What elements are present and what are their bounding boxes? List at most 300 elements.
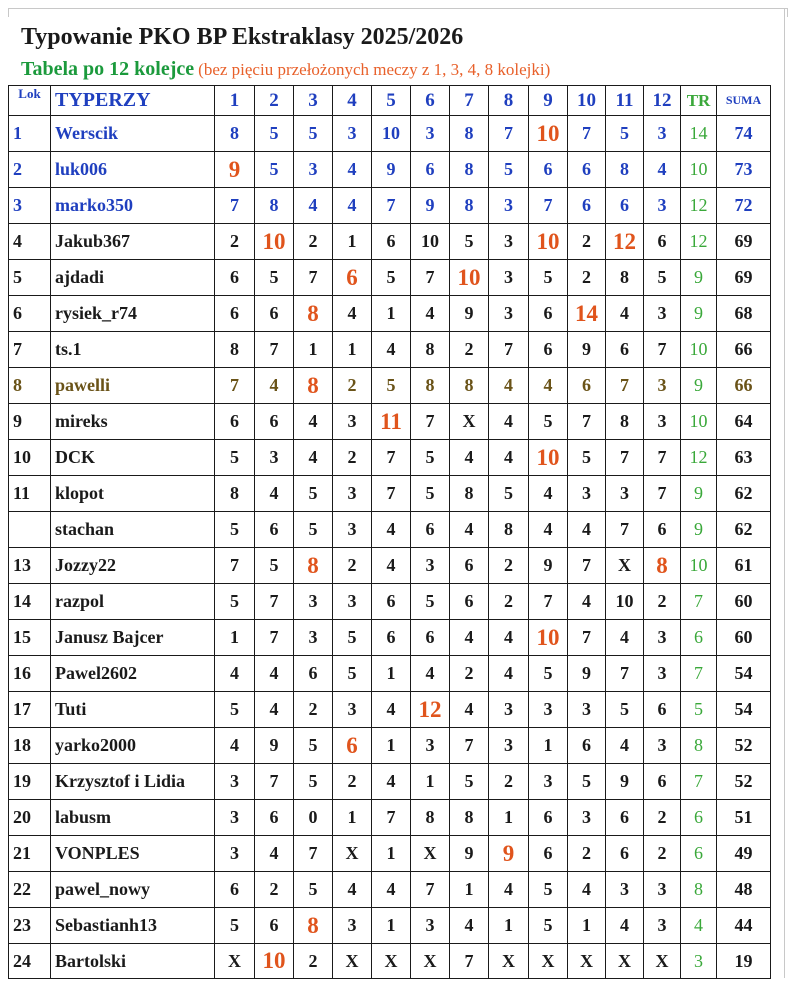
row-score-round-7: 8 (450, 116, 489, 152)
row-tr: 12 (681, 224, 717, 260)
row-score-round-12: 3 (644, 872, 681, 908)
row-score-round-6: 8 (411, 800, 450, 836)
row-tr: 10 (681, 152, 717, 188)
row-score-round-7: 6 (450, 548, 489, 584)
row-player-name: mireks (51, 404, 215, 440)
row-score-round-6: 4 (411, 656, 450, 692)
row-score-round-5: 6 (372, 584, 411, 620)
row-score-round-3: 6 (294, 656, 333, 692)
row-score-round-2: 6 (255, 512, 294, 548)
row-score-round-2: 5 (255, 260, 294, 296)
row-score-round-12: 7 (644, 332, 681, 368)
row-score-round-6: 3 (411, 116, 450, 152)
row-score-round-7: 4 (450, 440, 489, 476)
row-position: 4 (9, 224, 51, 260)
row-score-round-3: 2 (294, 944, 333, 979)
row-suma: 51 (717, 800, 771, 836)
row-score-round-4: 6 (333, 260, 372, 296)
header-tr: TR (681, 86, 717, 116)
row-score-round-11: 7 (606, 656, 644, 692)
row-score-round-5: 7 (372, 188, 411, 224)
row-score-round-1: 6 (215, 872, 255, 908)
row-score-round-1: X (215, 944, 255, 979)
row-score-round-9: 10 (529, 440, 568, 476)
row-score-round-12: 3 (644, 620, 681, 656)
row-score-round-10: 4 (568, 872, 606, 908)
row-score-round-8: 9 (489, 836, 529, 872)
row-score-round-8: 2 (489, 764, 529, 800)
row-score-round-2: 4 (255, 476, 294, 512)
row-score-round-3: 4 (294, 440, 333, 476)
table-row (9, 368, 771, 404)
row-score-round-12: 2 (644, 836, 681, 872)
row-score-round-7: 2 (450, 656, 489, 692)
row-player-name: klopot (51, 476, 215, 512)
row-score-round-3: 5 (294, 728, 333, 764)
row-score-round-9: 1 (529, 728, 568, 764)
row-score-round-7: 8 (450, 188, 489, 224)
row-tr: 10 (681, 332, 717, 368)
table-row (9, 188, 771, 224)
row-player-name: DCK (51, 440, 215, 476)
table-row (9, 584, 771, 620)
row-score-round-10: 1 (568, 908, 606, 944)
row-score-round-9: 3 (529, 764, 568, 800)
row-score-round-7: 9 (450, 836, 489, 872)
row-score-round-1: 8 (215, 476, 255, 512)
row-player-name: stachan (51, 512, 215, 548)
table-row (9, 944, 771, 979)
row-score-round-5: 6 (372, 620, 411, 656)
table-header-row (9, 86, 771, 116)
row-score-round-4: 1 (333, 332, 372, 368)
row-score-round-5: 4 (372, 692, 411, 728)
row-tr: 9 (681, 296, 717, 332)
row-score-round-7: 4 (450, 512, 489, 548)
row-score-round-2: 2 (255, 872, 294, 908)
row-score-round-1: 4 (215, 728, 255, 764)
table-row (9, 872, 771, 908)
row-player-name: Jozzy22 (51, 548, 215, 584)
row-score-round-1: 6 (215, 260, 255, 296)
row-score-round-2: 4 (255, 836, 294, 872)
row-score-round-2: 6 (255, 800, 294, 836)
row-suma: 60 (717, 620, 771, 656)
row-score-round-11: 6 (606, 188, 644, 224)
row-player-name: pawelli (51, 368, 215, 404)
row-score-round-3: 5 (294, 476, 333, 512)
row-suma: 54 (717, 656, 771, 692)
row-tr: 4 (681, 908, 717, 944)
table-row (9, 116, 771, 152)
row-position: 9 (9, 404, 51, 440)
header-typerzy: TYPERZY (51, 86, 215, 116)
row-score-round-1: 9 (215, 152, 255, 188)
row-score-round-5: 6 (372, 224, 411, 260)
page-frame (8, 8, 788, 17)
table-row (9, 908, 771, 944)
table-row (9, 836, 771, 872)
row-suma: 74 (717, 116, 771, 152)
row-suma: 64 (717, 404, 771, 440)
row-score-round-5: 4 (372, 872, 411, 908)
row-score-round-8: 3 (489, 260, 529, 296)
row-score-round-8: 7 (489, 116, 529, 152)
row-score-round-8: 3 (489, 728, 529, 764)
row-tr: 14 (681, 116, 717, 152)
row-score-round-9: 10 (529, 224, 568, 260)
row-score-round-7: 5 (450, 764, 489, 800)
row-tr: 8 (681, 728, 717, 764)
row-tr: 5 (681, 692, 717, 728)
row-player-name: yarko2000 (51, 728, 215, 764)
page-frame-right-edge (784, 8, 785, 978)
row-score-round-3: 1 (294, 332, 333, 368)
row-score-round-11: 10 (606, 584, 644, 620)
standings-table (8, 85, 771, 979)
row-score-round-9: 6 (529, 296, 568, 332)
row-score-round-4: 3 (333, 116, 372, 152)
row-score-round-4: 4 (333, 296, 372, 332)
header-round-3: 3 (294, 86, 333, 116)
row-score-round-1: 5 (215, 692, 255, 728)
table-row (9, 692, 771, 728)
row-score-round-4: 4 (333, 188, 372, 224)
row-score-round-5: 5 (372, 368, 411, 404)
row-score-round-3: 8 (294, 908, 333, 944)
row-score-round-2: 7 (255, 764, 294, 800)
row-score-round-5: 5 (372, 260, 411, 296)
row-score-round-6: 1 (411, 764, 450, 800)
table-row (9, 656, 771, 692)
row-score-round-1: 7 (215, 548, 255, 584)
row-score-round-11: 7 (606, 440, 644, 476)
row-position: 20 (9, 800, 51, 836)
row-score-round-12: 3 (644, 728, 681, 764)
row-score-round-12: 5 (644, 260, 681, 296)
row-score-round-9: 7 (529, 188, 568, 224)
row-score-round-6: 6 (411, 512, 450, 548)
row-suma: 52 (717, 764, 771, 800)
row-score-round-1: 3 (215, 800, 255, 836)
row-player-name: Jakub367 (51, 224, 215, 260)
row-player-name: marko350 (51, 188, 215, 224)
row-score-round-12: 3 (644, 188, 681, 224)
row-score-round-10: 6 (568, 728, 606, 764)
row-suma: 68 (717, 296, 771, 332)
row-score-round-4: 2 (333, 368, 372, 404)
row-player-name: Bartolski (51, 944, 215, 979)
table-row (9, 152, 771, 188)
row-score-round-12: 3 (644, 296, 681, 332)
row-score-round-9: 10 (529, 116, 568, 152)
row-score-round-12: 3 (644, 404, 681, 440)
row-score-round-2: 5 (255, 548, 294, 584)
row-score-round-5: 7 (372, 800, 411, 836)
row-score-round-3: 0 (294, 800, 333, 836)
row-score-round-8: 4 (489, 368, 529, 404)
row-score-round-6: X (411, 944, 450, 979)
row-score-round-5: 7 (372, 440, 411, 476)
row-tr: 10 (681, 404, 717, 440)
row-score-round-4: 5 (333, 656, 372, 692)
row-score-round-11: 4 (606, 728, 644, 764)
row-score-round-6: 7 (411, 404, 450, 440)
row-score-round-3: 3 (294, 584, 333, 620)
row-suma: 54 (717, 692, 771, 728)
row-score-round-3: 5 (294, 512, 333, 548)
row-score-round-4: 3 (333, 908, 372, 944)
row-position: 16 (9, 656, 51, 692)
row-score-round-9: 6 (529, 800, 568, 836)
row-score-round-4: 3 (333, 692, 372, 728)
row-score-round-2: 8 (255, 188, 294, 224)
row-score-round-12: 2 (644, 800, 681, 836)
row-score-round-10: 5 (568, 440, 606, 476)
row-score-round-1: 6 (215, 404, 255, 440)
row-score-round-11: 4 (606, 908, 644, 944)
row-score-round-12: 6 (644, 224, 681, 260)
row-score-round-1: 5 (215, 584, 255, 620)
row-position: 5 (9, 260, 51, 296)
row-score-round-11: 5 (606, 692, 644, 728)
row-score-round-4: 6 (333, 728, 372, 764)
row-score-round-6: X (411, 836, 450, 872)
row-score-round-5: 1 (372, 908, 411, 944)
row-score-round-4: X (333, 836, 372, 872)
row-score-round-10: 3 (568, 476, 606, 512)
row-player-name: Sebastianh13 (51, 908, 215, 944)
row-score-round-12: 2 (644, 584, 681, 620)
row-position: 21 (9, 836, 51, 872)
row-position: 19 (9, 764, 51, 800)
table-row (9, 548, 771, 584)
row-score-round-5: 10 (372, 116, 411, 152)
table-row (9, 404, 771, 440)
row-score-round-11: 3 (606, 872, 644, 908)
row-score-round-2: 6 (255, 296, 294, 332)
row-score-round-11: X (606, 548, 644, 584)
row-suma: 66 (717, 368, 771, 404)
table-row (9, 296, 771, 332)
row-position: 8 (9, 368, 51, 404)
table-row (9, 764, 771, 800)
row-score-round-1: 5 (215, 908, 255, 944)
row-score-round-6: 8 (411, 332, 450, 368)
row-score-round-7: 5 (450, 224, 489, 260)
header-round-7: 7 (450, 86, 489, 116)
row-score-round-9: 5 (529, 872, 568, 908)
header-round-8: 8 (489, 86, 529, 116)
row-score-round-8: 5 (489, 152, 529, 188)
row-score-round-3: 5 (294, 764, 333, 800)
row-score-round-5: 1 (372, 296, 411, 332)
row-tr: 9 (681, 260, 717, 296)
row-score-round-9: 5 (529, 656, 568, 692)
row-score-round-11: 6 (606, 836, 644, 872)
row-position (9, 512, 51, 548)
row-score-round-9: 4 (529, 512, 568, 548)
row-score-round-7: 4 (450, 692, 489, 728)
row-score-round-10: 6 (568, 368, 606, 404)
row-suma: 49 (717, 836, 771, 872)
header-round-2: 2 (255, 86, 294, 116)
row-score-round-9: 5 (529, 404, 568, 440)
row-score-round-4: 3 (333, 512, 372, 548)
subtitle-note: (bez pięciu przełożonych meczy z 1, 3, 4, 8 kolejki) (198, 60, 551, 79)
row-position: 10 (9, 440, 51, 476)
row-tr: 9 (681, 476, 717, 512)
row-score-round-8: X (489, 944, 529, 979)
row-score-round-2: 4 (255, 656, 294, 692)
row-score-round-2: 10 (255, 944, 294, 979)
row-score-round-10: 2 (568, 224, 606, 260)
row-score-round-7: 1 (450, 872, 489, 908)
row-score-round-2: 4 (255, 692, 294, 728)
row-player-name: Pawel2602 (51, 656, 215, 692)
row-score-round-9: X (529, 944, 568, 979)
row-suma: 44 (717, 908, 771, 944)
row-score-round-7: 9 (450, 296, 489, 332)
row-tr: 6 (681, 620, 717, 656)
row-suma: 52 (717, 728, 771, 764)
row-tr: 7 (681, 764, 717, 800)
row-score-round-2: 6 (255, 404, 294, 440)
row-score-round-4: X (333, 944, 372, 979)
row-score-round-2: 5 (255, 116, 294, 152)
row-score-round-12: 6 (644, 692, 681, 728)
row-suma: 69 (717, 260, 771, 296)
row-score-round-10: 5 (568, 764, 606, 800)
row-score-round-7: 7 (450, 944, 489, 979)
row-suma: 61 (717, 548, 771, 584)
row-player-name: VONPLES (51, 836, 215, 872)
row-tr: 6 (681, 800, 717, 836)
row-score-round-11: 7 (606, 368, 644, 404)
row-score-round-10: 7 (568, 404, 606, 440)
row-score-round-9: 9 (529, 548, 568, 584)
row-score-round-7: X (450, 404, 489, 440)
row-score-round-10: 7 (568, 548, 606, 584)
row-position: 1 (9, 116, 51, 152)
row-score-round-5: X (372, 944, 411, 979)
row-tr: 12 (681, 440, 717, 476)
row-score-round-8: 3 (489, 296, 529, 332)
row-score-round-7: 4 (450, 620, 489, 656)
row-score-round-8: 3 (489, 188, 529, 224)
table-row (9, 332, 771, 368)
row-score-round-3: 7 (294, 260, 333, 296)
row-score-round-4: 3 (333, 584, 372, 620)
row-score-round-8: 4 (489, 656, 529, 692)
row-position: 14 (9, 584, 51, 620)
row-player-name: labusm (51, 800, 215, 836)
row-score-round-9: 4 (529, 368, 568, 404)
row-score-round-11: 5 (606, 116, 644, 152)
row-score-round-1: 5 (215, 512, 255, 548)
row-suma: 69 (717, 224, 771, 260)
table-row (9, 260, 771, 296)
row-score-round-3: 8 (294, 368, 333, 404)
row-score-round-4: 4 (333, 152, 372, 188)
row-score-round-7: 4 (450, 908, 489, 944)
row-suma: 48 (717, 872, 771, 908)
row-score-round-10: 2 (568, 836, 606, 872)
row-score-round-5: 4 (372, 512, 411, 548)
row-score-round-3: 3 (294, 152, 333, 188)
row-suma: 62 (717, 512, 771, 548)
row-score-round-5: 4 (372, 332, 411, 368)
row-score-round-2: 7 (255, 332, 294, 368)
row-score-round-11: 3 (606, 476, 644, 512)
row-score-round-4: 3 (333, 476, 372, 512)
row-score-round-9: 6 (529, 836, 568, 872)
row-score-round-12: 7 (644, 440, 681, 476)
row-score-round-11: 7 (606, 512, 644, 548)
row-score-round-9: 10 (529, 620, 568, 656)
row-score-round-2: 4 (255, 368, 294, 404)
row-score-round-10: 6 (568, 152, 606, 188)
row-score-round-3: 5 (294, 116, 333, 152)
header-lok: Lok (9, 86, 51, 116)
row-score-round-6: 6 (411, 152, 450, 188)
row-suma: 72 (717, 188, 771, 224)
row-score-round-7: 7 (450, 728, 489, 764)
row-score-round-1: 8 (215, 332, 255, 368)
row-tr: 7 (681, 584, 717, 620)
row-score-round-8: 4 (489, 872, 529, 908)
header-round-10: 10 (568, 86, 606, 116)
row-score-round-11: 8 (606, 260, 644, 296)
row-score-round-5: 1 (372, 656, 411, 692)
row-position: 11 (9, 476, 51, 512)
header-suma: SUMA (717, 86, 771, 116)
row-suma: 66 (717, 332, 771, 368)
row-score-round-11: 4 (606, 296, 644, 332)
row-score-round-6: 5 (411, 476, 450, 512)
row-tr: 3 (681, 944, 717, 979)
row-position: 17 (9, 692, 51, 728)
row-score-round-1: 7 (215, 368, 255, 404)
row-player-name: ts.1 (51, 332, 215, 368)
row-score-round-8: 1 (489, 908, 529, 944)
row-suma: 63 (717, 440, 771, 476)
row-score-round-8: 7 (489, 332, 529, 368)
row-player-name: Werscik (51, 116, 215, 152)
row-player-name: ajdadi (51, 260, 215, 296)
row-score-round-6: 8 (411, 368, 450, 404)
row-score-round-2: 7 (255, 620, 294, 656)
row-score-round-10: 9 (568, 656, 606, 692)
row-score-round-3: 4 (294, 188, 333, 224)
row-score-round-12: 6 (644, 512, 681, 548)
row-tr: 10 (681, 548, 717, 584)
row-tr: 9 (681, 368, 717, 404)
row-tr: 7 (681, 656, 717, 692)
row-score-round-7: 8 (450, 476, 489, 512)
row-score-round-6: 6 (411, 620, 450, 656)
row-score-round-3: 4 (294, 404, 333, 440)
row-score-round-2: 9 (255, 728, 294, 764)
row-score-round-2: 6 (255, 908, 294, 944)
row-position: 7 (9, 332, 51, 368)
row-score-round-11: 12 (606, 224, 644, 260)
row-score-round-8: 4 (489, 440, 529, 476)
row-score-round-2: 5 (255, 152, 294, 188)
row-score-round-1: 3 (215, 836, 255, 872)
row-score-round-3: 7 (294, 836, 333, 872)
row-score-round-4: 2 (333, 440, 372, 476)
